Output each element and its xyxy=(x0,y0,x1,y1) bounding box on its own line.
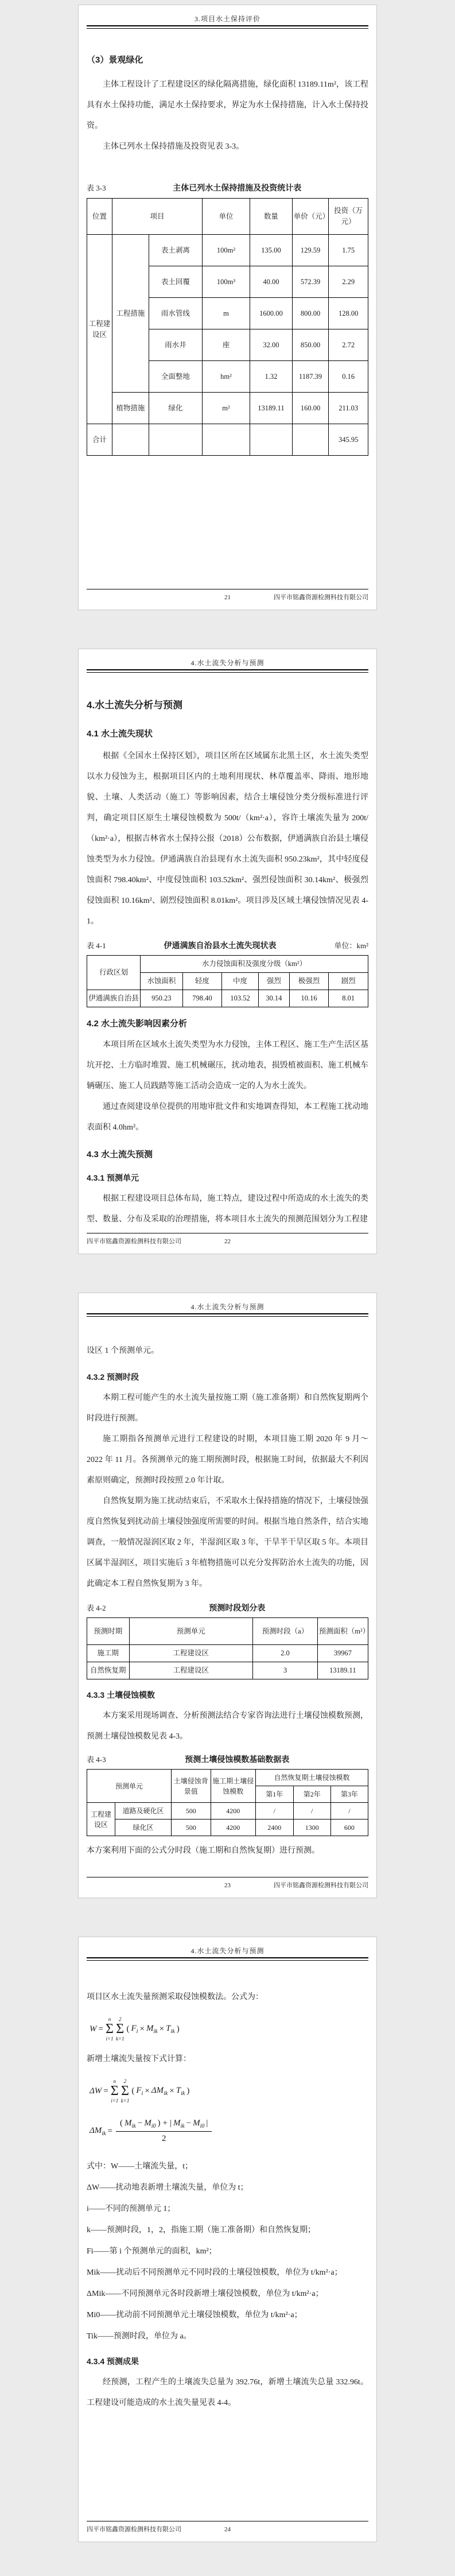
table-cell: 表土回覆 xyxy=(149,266,202,298)
section-4-3-2-title: 4.3.2 预测时段 xyxy=(87,1372,139,1382)
table-cell: 40.00 xyxy=(250,266,293,298)
table-row xyxy=(87,1820,368,1836)
page-footer xyxy=(87,1877,368,1890)
table-cell: 项目 xyxy=(112,199,203,235)
header-rule xyxy=(87,669,368,673)
table-label: 表 4-2 xyxy=(87,1604,106,1612)
table-cell: 剧烈 xyxy=(329,973,368,990)
table-header-row xyxy=(87,1770,368,1786)
paragraph: 本方案采用现场调查、分析预测法结合专家咨询法进行土壤侵蚀模数预测，预测土壤侵蚀模数见表 4-3。 xyxy=(87,1712,368,1741)
table-cell: 自然恢复期 xyxy=(87,1662,130,1679)
running-header: 3.项目水土保持评价 xyxy=(194,15,260,23)
paragraph: 自然恢复期为施工扰动结束后，不采取水土保持措施的情况下，土壤侵蚀强度自然恢复到扰动前土壤侵蚀强度所需要的时间。根据当地自然条件，结合实地调查，一般情况湿润区取 2 年，半湿润区取 3 年，干旱半干旱区取 5 年。本项目区属半湿润区，项目实施后 3 年植物措施可以充分发挥防治水土流失的功能，因此确定本工程自然恢复期为 3 年。 xyxy=(87,1497,368,1588)
table-cell: 绿化区 xyxy=(115,1820,171,1836)
table-label: 表 4-3 xyxy=(87,1755,106,1764)
paragraph: 主体已列水土保持措施及投资见表 3-3。 xyxy=(103,142,244,151)
table-cell: 水蚀面积 xyxy=(141,973,183,990)
paragraph: 本方案利用下面的公式分时段（施工期和自然恢复期）进行预测。 xyxy=(87,1846,320,1855)
table-cell: 预测时段（a） xyxy=(253,1618,318,1645)
table-cell: 500 xyxy=(171,1803,211,1820)
table-cell: 2.29 xyxy=(329,266,368,298)
table-cell xyxy=(112,424,149,456)
table-cell: 表土剥离 xyxy=(149,235,202,266)
formula-delta-modulus: $\Delta M_{ik}$ = ( $M_{ik}$ − $M_{i0}$ ) + | $M_{ik}$ − $M_{i0}$ | 2 xyxy=(89,2112,368,2150)
table-title: 预测土壤侵蚀模数基础数据表 xyxy=(185,1756,290,1764)
table-cell: 第3年 xyxy=(330,1786,368,1803)
footer-company: 四平市铭鑫资源检测科技有限公司 xyxy=(274,594,368,601)
table-cell xyxy=(292,424,329,456)
table-label: 表 3-3 xyxy=(87,184,106,192)
table-cell xyxy=(250,424,293,456)
table-cell: 135.00 xyxy=(250,235,293,266)
table-cell: 工程建设区 xyxy=(87,235,112,424)
table-cell: 0.16 xyxy=(329,361,368,393)
table-cell: 强烈 xyxy=(258,973,289,990)
table-cell: 128.00 xyxy=(329,298,368,329)
table-cell: 129.59 xyxy=(292,235,329,266)
formula-definition: i——不同的预测单元 1； xyxy=(87,2205,176,2213)
paragraph: 主体工程设计了工程建设区的绿化隔离措施，绿化面积 13189.11m²，该工程具有水土保持功能，满足水土保持要求，界定为水土保持措施，计入水土保持投资。 xyxy=(87,80,368,130)
table-cell: 工程建设区 xyxy=(129,1662,253,1679)
table-cell: 预测时期 xyxy=(87,1618,130,1645)
heading-landscape-greening: （3）景观绿化 xyxy=(87,55,143,65)
table-cell: 8.01 xyxy=(329,990,368,1007)
table-cell: 伊通满族自治县 xyxy=(87,990,141,1007)
paragraph: 设区 1 个预测单元。 xyxy=(87,1347,159,1355)
page-number: 24 xyxy=(224,2526,231,2533)
page-footer xyxy=(87,2521,368,2534)
table-cell: 850.00 xyxy=(292,329,329,361)
table-cell: 345.95 xyxy=(329,424,368,456)
table-4-3 xyxy=(87,1769,368,1836)
paragraph: 新增土壤流失量按下式计算： xyxy=(87,2055,191,2063)
table-caption xyxy=(87,1601,368,1616)
footer-company: 四平市铭鑫资源检测科技有限公司 xyxy=(274,1882,368,1889)
section-4-3-title: 4.3 水土流失预测 xyxy=(87,1150,153,1159)
page-21 xyxy=(78,5,377,610)
table-cell: 施工期土壤侵蚀模数 xyxy=(211,1770,255,1803)
formula-definition: 式中：W——土壤流失量，t； xyxy=(87,2162,193,2171)
table-cell: 100m² xyxy=(202,235,250,266)
table-cell: 自然恢复期土壤侵蚀模数 xyxy=(255,1770,368,1786)
running-header: 4.水土流失分析与预测 xyxy=(190,659,265,667)
table-cell: / xyxy=(330,1803,368,1820)
table-cell: 100m³ xyxy=(202,266,250,298)
table-cell: 2.0 xyxy=(253,1645,318,1662)
page-footer xyxy=(87,1233,368,1246)
table-cell: 植物措施 xyxy=(112,393,149,424)
formula-definition: Tik——预测时段，单位为 a。 xyxy=(87,2332,192,2341)
table-cell: 160.00 xyxy=(292,393,329,424)
table-cell: 211.03 xyxy=(329,393,368,424)
table-cell: 1187.39 xyxy=(292,361,329,393)
formula-definition: Mik——扰动后不同预测单元不同时段的土壤侵蚀模数，单位为 t/km²·a； xyxy=(87,2268,343,2277)
table-4-2 xyxy=(87,1617,368,1679)
formula-added-soil-loss: ΔW = n Σ i=1 2 Σ k=1 ( $F_i$ × $\Delta M_{ik}$ × $T_{ik}$ ) xyxy=(90,2078,190,2104)
table-label: 表 4-1 xyxy=(87,941,106,950)
table-row xyxy=(87,990,368,1007)
table-row xyxy=(87,1645,368,1662)
formula-total-soil-loss: W = n Σ i=1 2 Σ k=1 ( $F_i$ × $M_{ik}$ × $T_{ik}$ ) xyxy=(90,2016,180,2042)
formula-definition: Mi0——扰动前不同预测单元土壤侵蚀模数，单位为 t/km²·a； xyxy=(87,2311,302,2319)
table-cell: 极强烈 xyxy=(289,973,329,990)
section-4-3-3-title: 4.3.3 土壤侵蚀模数 xyxy=(87,1690,155,1700)
table-cell: 13189.11 xyxy=(250,393,293,424)
table-cell: 道路及硬化区 xyxy=(115,1803,171,1820)
table-cell: 39967 xyxy=(317,1645,368,1662)
table-cell: 3 xyxy=(253,1662,318,1679)
paragraph: 根据工程建设项目总体布局，施工特点，建设过程中所造成的水土流失的类型、数量、分布及采取的治理措施，将本项目水土流失的预测范围划分为工程建 xyxy=(87,1194,368,1224)
table-cell: m² xyxy=(202,393,250,424)
formula-definition: Fi——第 i 个预测单元的面积，km²； xyxy=(87,2247,217,2256)
table-cell: 位置 xyxy=(87,199,112,235)
table-cell: 中度 xyxy=(222,973,259,990)
table-cell: 1.75 xyxy=(329,235,368,266)
paragraph: 本项目所在区域水土流失类型为水力侵蚀，主体工程区、施工生产生活区基坑开挖、土方临时堆置、施工机械碾压，扰动地表，损毁植被面积、施工机械车辆碾压、施工人员践踏等施工活动会造成一定的人为水土流失。 xyxy=(87,1041,368,1091)
table-cell: 合计 xyxy=(87,424,112,456)
table-cell: 第2年 xyxy=(293,1786,330,1803)
table-4-1 xyxy=(87,955,368,1007)
table-cell: 施工期 xyxy=(87,1645,130,1662)
table-cell: 4200 xyxy=(211,1803,255,1820)
footer-company: 四平市铭鑫资源检测科技有限公司 xyxy=(87,2526,181,2533)
header-rule xyxy=(87,1957,368,1961)
table-caption xyxy=(87,939,368,953)
table-cell: 500 xyxy=(171,1820,211,1836)
table-cell xyxy=(149,424,202,456)
table-cell: 绿化 xyxy=(149,393,202,424)
table-cell: 轻度 xyxy=(182,973,222,990)
table-cell: / xyxy=(293,1803,330,1820)
table-cell: 数量 xyxy=(250,199,293,235)
table-cell: 798.40 xyxy=(182,990,222,1007)
page-23 xyxy=(78,1293,377,1898)
table-cell: 工程措施 xyxy=(112,235,149,393)
table-cell: 投资（万元） xyxy=(329,199,368,235)
table-3-3 xyxy=(87,198,368,456)
table-cell: / xyxy=(255,1803,293,1820)
formula-definition: ΔW——扰动地表新增土壤流失量，单位为 t； xyxy=(87,2183,248,2192)
table-cell: 水力侵蚀面积及强度分级（km²） xyxy=(141,956,368,973)
page-24 xyxy=(78,1937,377,2542)
table-row xyxy=(87,235,368,266)
table-cell: 1600.00 xyxy=(250,298,293,329)
page-number: 21 xyxy=(224,594,231,601)
table-cell: 行政区划 xyxy=(87,956,141,990)
table-cell xyxy=(202,424,250,456)
table-cell: 4200 xyxy=(211,1820,255,1836)
table-cell: 第1年 xyxy=(255,1786,293,1803)
paragraph: 施工期指各预测单元进行工程建设的时期，本项目施工期 2020 年 9 月～2022 年 11 月。各预测单元的施工期预测时段，根据施工时间，依据最大不利因素原则确定，预测时段按照 2.0 年计取。 xyxy=(87,1435,368,1485)
page-number: 23 xyxy=(224,1882,231,1889)
table-cell: 30.14 xyxy=(258,990,289,1007)
table-cell: 全面整地 xyxy=(149,361,202,393)
table-cell: 2.72 xyxy=(329,329,368,361)
table-cell: 32.00 xyxy=(250,329,293,361)
footer-company: 四平市铭鑫资源检测科技有限公司 xyxy=(87,1238,181,1245)
table-cell: 1300 xyxy=(293,1820,330,1836)
page-number: 22 xyxy=(224,1238,231,1245)
header-rule xyxy=(87,25,368,29)
table-cell: 工程建设区 xyxy=(87,1803,115,1836)
table-cell: 单价（元） xyxy=(292,199,329,235)
paragraph: 根据《全国水土保持区划》，项目区所在区域属东北黑土区，水土流失类型以水力侵蚀为主，根据项目区内的土地利用现状、林草覆盖率、降雨、地形地貌、土壤、人类活动（施工）等影响因素，结合土壤侵蚀分类分级标准进行评判，确定项目区原生土壤侵蚀模数为 500t/（km²·a），容许土壤流失量为 200t/（km²·a），根据吉林省水土保持公报（2018）公布数据，伊通满族自治县土壤侵蚀类型为水力侵蚀。伊通满族自治县现有水土流失面积 950.23km²，其中轻度侵蚀面积 798.40km²、中度侵蚀面积 103.52km²、强烈侵蚀面积 30.14km²、极强烈侵蚀面积 10.16km²、剧烈侵蚀面积 8.01km²。项目涉及区域土壤侵蚀情况见表 4-1。 xyxy=(87,752,368,926)
table-row xyxy=(87,1803,368,1820)
table-cell: 座 xyxy=(202,329,250,361)
running-header: 4.水土流失分析与预测 xyxy=(190,1303,265,1311)
table-cell: 工程建设区 xyxy=(129,1645,253,1662)
section-4-2-title: 4.2 水土流失影响因素分析 xyxy=(87,1019,188,1029)
table-unit: 单位：km² xyxy=(334,941,368,950)
formula-definition: ΔMik——不同预测单元各时段新增土壤侵蚀模数，单位为 t/km²·a； xyxy=(87,2290,324,2298)
section-4-3-1-title: 4.3.1 预测单元 xyxy=(87,1173,139,1182)
table-cell: 950.23 xyxy=(141,990,183,1007)
table-cell: 雨水管线 xyxy=(149,298,202,329)
table-header-row xyxy=(87,1618,368,1645)
paragraph: 项目区水土流失量预测采取侵蚀模数法。公式为： xyxy=(87,1993,263,2001)
formula-definition: k——预测时段，1，2，指施工期（施工准备期）和自然恢复期； xyxy=(87,2226,316,2234)
table-cell: 13189.11 xyxy=(317,1662,368,1679)
section-4-3-4-title: 4.3.4 预测成果 xyxy=(87,2357,139,2366)
table-title: 预测时段划分表 xyxy=(209,1604,266,1613)
paragraph: 通过查阅建设单位提供的用地审批文件和实地调查得知，本工程施工扰动地表面积 4.0hm²。 xyxy=(87,1103,368,1132)
page-footer xyxy=(87,589,368,602)
table-title: 主体已列水土保持措施及投资统计表 xyxy=(173,184,302,193)
table-cell: 土壤侵蚀背景值 xyxy=(171,1770,211,1803)
table-cell: 预测单元 xyxy=(129,1618,253,1645)
table-cell: 预测单元 xyxy=(87,1770,172,1803)
table-caption xyxy=(87,181,368,196)
table-total-row xyxy=(87,424,368,456)
page-22 xyxy=(78,649,377,1254)
table-row xyxy=(87,393,368,424)
chapter-title: 4.水土流失分析与预测 xyxy=(87,700,183,711)
table-cell: hm² xyxy=(202,361,250,393)
table-cell: 103.52 xyxy=(222,990,259,1007)
table-caption xyxy=(87,1753,368,1767)
table-row xyxy=(87,1662,368,1679)
table-cell: 572.39 xyxy=(292,266,329,298)
table-header-row xyxy=(87,199,368,235)
table-cell: 600 xyxy=(330,1820,368,1836)
table-cell: 预测面积（m²） xyxy=(317,1618,368,1645)
table-header-row xyxy=(87,956,368,973)
table-cell: 1.32 xyxy=(250,361,293,393)
table-cell: m xyxy=(202,298,250,329)
header-rule xyxy=(87,1313,368,1317)
table-cell: 800.00 xyxy=(292,298,329,329)
table-title: 伊通满族自治县水土流失现状表 xyxy=(164,942,277,951)
paragraph: 本期工程可能产生的水土流失量按施工期（施工准备期）和自然恢复期两个时段进行预测。 xyxy=(87,1394,368,1423)
table-cell: 单位 xyxy=(202,199,250,235)
running-header: 4.水土流失分析与预测 xyxy=(190,1947,265,1955)
table-cell: 2400 xyxy=(255,1820,293,1836)
table-cell: 10.16 xyxy=(289,990,329,1007)
paragraph: 经预测，工程产生的土壤流失总量为 392.76t，新增土壤流失总量 332.96t。工程建设可能造成的水土流失量见表 4-4。 xyxy=(87,2378,368,2407)
table-cell: 雨水井 xyxy=(149,329,202,361)
section-4-1-title: 4.1 水土流失现状 xyxy=(87,729,153,739)
